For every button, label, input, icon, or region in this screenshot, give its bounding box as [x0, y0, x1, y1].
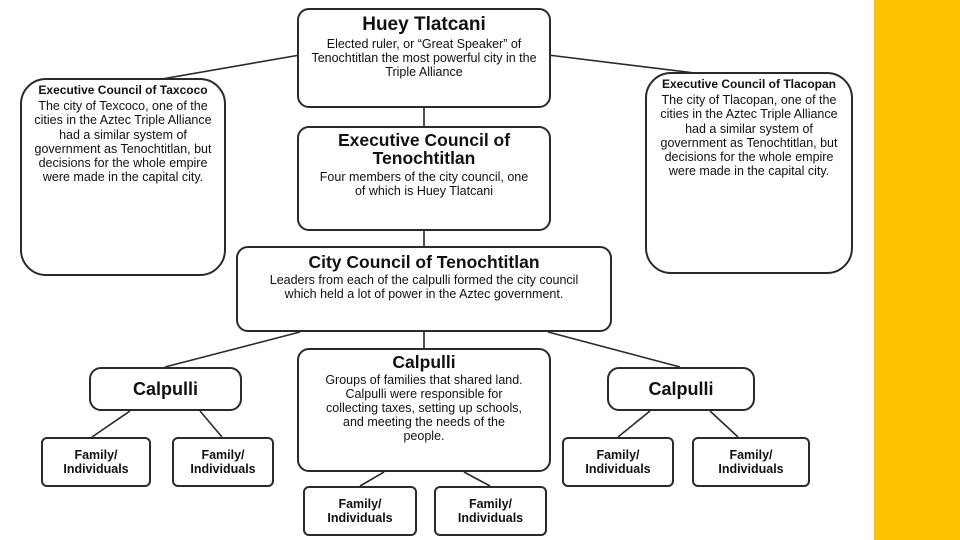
- family-box-main-1: [303, 486, 417, 536]
- family-label: Family/ Individuals: [585, 448, 651, 476]
- family-label: Family/ Individuals: [190, 448, 256, 476]
- tlacopan-council-text: The city of Tlacopan, one of the cities in the Aztec Triple Alliance had a similar system of government as Tenochtitlan, but decisions for the whole empire were made in the capital city.: [660, 93, 838, 179]
- connector-main-family1: [360, 472, 384, 486]
- city-council-title: City Council of Tenochtitlan: [308, 252, 540, 272]
- calpulli-right-title: Calpulli: [648, 378, 714, 399]
- calpulli-main-box: [297, 348, 551, 472]
- tlacopan-council-box: [645, 72, 853, 274]
- huey-tlatcani-text: Elected ruler, or “Great Speaker” of Tenochtitlan the most powerful city in the Triple Alliance: [311, 36, 537, 79]
- tlacopan-council-title: Executive Council of Tlacopan: [661, 77, 837, 91]
- family-box-left-1: [41, 437, 151, 487]
- calpulli-left-box: [89, 367, 242, 411]
- calpulli-main-title: Calpulli: [392, 352, 456, 372]
- connector-right-family2: [710, 411, 738, 437]
- calpulli-left-title: Calpulli: [132, 378, 198, 399]
- family-box-left-2: [172, 437, 274, 487]
- connector-main-family2: [464, 472, 490, 486]
- calpulli-main-text: Groups of families that shared land. Calpulli were responsible for collecting taxes, setting up schools, and meeting the needs of the people.: [325, 373, 523, 444]
- family-label: Family/ Individuals: [457, 497, 524, 525]
- family-label: Family/ Individuals: [718, 448, 784, 476]
- family-label: Family/ Individuals: [327, 497, 393, 525]
- calpulli-right-box: [607, 367, 755, 411]
- taxcoco-council-title: Executive Council of Taxcoco: [38, 83, 208, 97]
- family-box-right-1: [562, 437, 674, 487]
- connector-left-family1: [92, 411, 130, 437]
- city-council-box: [236, 246, 612, 332]
- exec-council-tenochtitlan-text: Four members of the city council, one of which is Huey Tlatcani: [319, 169, 529, 198]
- connector-left-family2: [200, 411, 222, 437]
- exec-council-tenochtitlan-box: [297, 126, 551, 231]
- family-box-right-2: [692, 437, 810, 487]
- huey-tlatcani-title: Huey Tlatcani: [362, 14, 486, 35]
- connector-city-calpulli-left: [165, 332, 300, 367]
- family-box-main-2: [434, 486, 547, 536]
- huey-tlatcani-box: [297, 8, 551, 108]
- taxcoco-council-box: [20, 78, 226, 276]
- exec-council-tenochtitlan-title: Executive Council of Tenochtitlan: [337, 130, 511, 169]
- connector-right-family1: [618, 411, 650, 437]
- family-label: Family/ Individuals: [63, 448, 129, 476]
- connector-city-calpulli-right: [548, 332, 680, 367]
- taxcoco-council-text: The city of Texcoco, one of the cities in the Aztec Triple Alliance had a similar system of government as Tenochtitlan, but decisions for the whole empire were made in the capital city.: [34, 99, 212, 185]
- city-council-text: Leaders from each of the calpulli formed the city council which held a lot of power in the Aztec government.: [269, 273, 579, 302]
